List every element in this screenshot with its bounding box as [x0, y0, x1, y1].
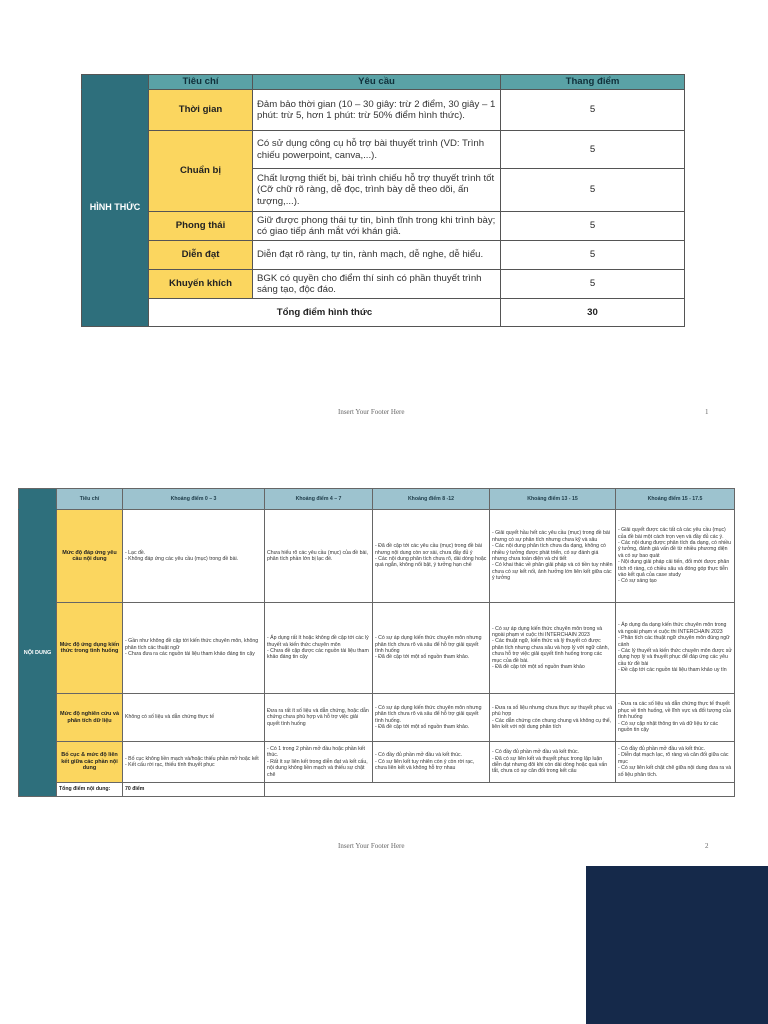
header-score: Thang điểm	[501, 75, 685, 90]
form-criteria-table-wrap	[81, 74, 684, 327]
score-cell: 5	[501, 90, 685, 131]
criterion-cell: Mức độ ứng dụng kiến thức trong tình huống	[57, 603, 123, 694]
header-range-13-15: Khoảng điểm 13 - 15	[490, 489, 616, 510]
page-footer-1: Insert Your Footer Here	[338, 408, 405, 416]
page-number-1: 1	[705, 408, 709, 416]
header-blank	[82, 75, 149, 90]
range-cell: - Gần như không đề cập tới kiến thức chuyên môn, không phân tích các thuật ngữ - Chưa đưa ra các nguồn tài liệu tham khảo đáng tin cậy	[123, 603, 265, 694]
requirement-cell: Giữ được phong thái tự tin, bình tĩnh trong khi trình bày; có giao tiếp ánh mắt với khán giả.	[253, 212, 501, 241]
range-cell: - Giải quyết được các tất cả các yêu cầu (mục) của đề bài một cách trọn vẹn và đầy đủ các ý. - Các nội dung được phân tích đa dạng, có nhiều ý tưởng, đánh giá vấn đề từ nhiều phương diện và có sự bao quát - Nội dung giải pháp cải tiến, đổi mới được phân tích rõ ràng, có chiều sâu và đóng góp thực tiễn vào kết quả của case study - Có sự sáng tạo	[616, 510, 735, 603]
requirement-cell: Chất lượng thiết bị, bài trình chiếu hỗ trợ thuyết trình tốt (Cỡ chữ rõ ràng, dễ đọc, trình bày dễ theo dõi, ấn tượng,...).	[253, 169, 501, 212]
score-cell: 5	[501, 169, 685, 212]
total-label: Tổng điểm nội dung:	[57, 783, 123, 797]
criterion-cell: Mức độ nghiên cứu và phân tích dữ liệu	[57, 694, 123, 742]
requirement-cell: Có sử dụng công cụ hỗ trợ bài thuyết trình (VD: Trình chiếu powerpoint, canva,...).	[253, 131, 501, 169]
range-cell: - Có đầy đủ phần mở đầu và kết thúc. - Đã có sự liên kết và thuyết phục trong lập luận diễn đạt nhưng đôi khi còn dài dòng hoặc quá vấn tắt, chưa có sự cân đối trong kết cấu	[490, 742, 616, 783]
range-cell: Chưa hiểu rõ các yêu cầu (mục) của đề bài, phân tích phần lớn bị lạc đề.	[265, 510, 373, 603]
criterion-cell: Bố cục & mức độ liên kết giữa các phần nội dung	[57, 742, 123, 783]
range-cell: Không có số liệu và dẫn chứng thực tế	[123, 694, 265, 742]
table-row	[19, 742, 735, 783]
requirement-cell: BGK có quyền cho điểm thí sinh có phần thuyết trình sáng tạo, độc đáo.	[253, 270, 501, 299]
page-footer-2: Insert Your Footer Here	[338, 842, 405, 850]
criterion-cell: Khuyến khích	[149, 270, 253, 299]
table-row	[19, 603, 735, 694]
range-cell: Đưa ra rất ít số liệu và dẫn chứng, hoặc dẫn chứng chưa phù hợp và hỗ trợ việc giải quyết tình huống	[265, 694, 373, 742]
total-score: 30	[501, 299, 685, 327]
range-cell: - Bố cục không liền mạch và/hoặc thiếu phần mở hoặc kết - Kết cấu rời rạc, thiếu tính thuyết phục	[123, 742, 265, 783]
range-cell: - Đưa ra các số liệu và dẫn chứng thực tế thuyết phục về tình huống, về lĩnh vực và đối tượng của tình huống - Có sự cập nhật thông tin và dữ liệu từ các nguồn tin cậy	[616, 694, 735, 742]
score-cell: 5	[501, 212, 685, 241]
page-number-2: 2	[705, 842, 709, 850]
total-value: 70 điểm	[123, 783, 265, 797]
score-cell: 5	[501, 270, 685, 299]
header-criterion: Tiêu chí	[149, 75, 253, 90]
table-header-row	[19, 489, 735, 510]
table-row	[82, 241, 685, 270]
total-row	[82, 299, 685, 327]
header-blank	[19, 489, 57, 510]
requirement-cell: Đảm bảo thời gian (10 – 30 giây: trừ 2 điểm, 30 giây – 1 phút: trừ 5, hơn 1 phút: trừ 50% điểm hình thức).	[253, 90, 501, 131]
range-cell: - Có sự áp dụng kiến thức chuyên môn nhưng phân tích chưa rõ và sâu để hỗ trợ giải quyết tình huống. - Đã đề cập tới một số nguồn tham khảo.	[373, 694, 490, 742]
header-range-4-7: Khoảng điểm 4 – 7	[265, 489, 373, 510]
range-cell: - Áp dụng rất ít hoặc không đề cập tới các lý thuyết và kiến thức chuyên môn - Chưa đề cập được các nguồn tài liệu tham khảo đáng tin cậy	[265, 603, 373, 694]
table-header-row	[82, 75, 685, 90]
total-label: Tổng điểm hình thức	[149, 299, 501, 327]
range-cell: - Có sự áp dụng kiến thức chuyên môn trong và ngoài phạm vi cuộc thi INTERCHAIN 2023 - Các thuật ngữ, kiến thức và lý thuyết có được phân tích nhưng chưa sâu và hợp lý với ngữ cảnh, chưa hỗ trợ việc giải quyết tình huống trong các mục của đề bài. - Đã đề cập tới một số nguồn tham khảo	[490, 603, 616, 694]
table-row	[19, 510, 735, 603]
total-row	[19, 783, 735, 797]
score-cell: 5	[501, 241, 685, 270]
section-label: NỘI DUNG	[19, 510, 57, 797]
section-label: HÌNH THỨC	[82, 90, 149, 327]
range-cell: - Có đầy đủ phần mở đầu và kết thúc. - Có sự liên kết tuy nhiên còn ý còn rời rạc, chưa liên kết và không hỗ trợ nhau	[373, 742, 490, 783]
table-row	[82, 131, 685, 169]
score-cell: 5	[501, 131, 685, 169]
range-cell: - Có sự áp dụng kiến thức chuyên môn nhưng phân tích chưa rõ và sâu để hỗ trợ giải quyết tình huống - Đã đề cập tới một số nguồn tham khảo.	[373, 603, 490, 694]
content-criteria-table-wrap	[18, 488, 734, 797]
requirement-cell: Diễn đạt rõ ràng, tự tin, rành mạch, dễ nghe, dễ hiểu.	[253, 241, 501, 270]
criterion-cell: Thời gian	[149, 90, 253, 131]
header-range-8-12: Khoảng điểm 8 -12	[373, 489, 490, 510]
range-cell: - Đưa ra số liệu nhưng chưa thực sự thuyết phục và phù hợp - Các dẫn chứng còn chung chung và không cụ thể, liên kết với nội dung phân tích	[490, 694, 616, 742]
form-criteria-table	[81, 74, 685, 327]
table-row	[82, 90, 685, 131]
header-requirement: Yêu cầu	[253, 75, 501, 90]
table-row	[82, 270, 685, 299]
criterion-cell: Mức độ đáp ứng yêu cầu nội dung	[57, 510, 123, 603]
range-cell: - Đã đề cập tới các yêu cầu (mục) trong đề bài nhưng nội dung còn sơ sài, chưa đầy đủ ý - Các nội dung phân tích chưa rõ, dài dòng hoặc quá ngắn, không nổi bật, ý tưởng hạn chế	[373, 510, 490, 603]
header-range-15-17: Khoảng điểm 15 - 17.5	[616, 489, 735, 510]
range-cell: - Lạc đề. - Không đáp ứng các yêu cầu (mục) trong đề bài.	[123, 510, 265, 603]
criterion-cell: Chuẩn bị	[149, 131, 253, 212]
range-cell: - Giải quyết hầu hết các yêu cầu (mục) trong đề bài nhưng có sự phân tích nhưng chưa kỹ và sâu - Các nội dung phân tích chưa đa dạng, không có nhiều ý tưởng được phát triển, có sự đánh giá nhưng chưa toàn diện và chi tiết - Có khai thác về phân giải pháp và có tiền tuy nhiên chưa có sự kết nối, ảnh hưởng lớn liên kết giữa các ý tưởng	[490, 510, 616, 603]
header-criterion: Tiêu chí	[57, 489, 123, 510]
header-range-0-3: Khoảng điểm 0 – 3	[123, 489, 265, 510]
range-cell: - Có 1 trong 2 phần mở đầu hoặc phần kết thúc. - Rất ít sự liên kết trong diễn đạt và kết cấu, nội dung không liền mạch và thiếu sự chặt chẽ	[265, 742, 373, 783]
total-empty	[265, 783, 735, 797]
range-cell: - Áp dụng đa dạng kiến thức chuyên môn trong và ngoài phạm vi cuộc thi INTERCHAIN 2023 - Phân tích các thuật ngữ chuyên môn đúng ngữ cảnh - Các lý thuyết và kiến thức chuyên môn được sử dụng hợp lý và thuyết phục để đáp ứng các yêu cầu từ đề bài - Đề cập tới các nguồn tài liệu tham khảo uy tín	[616, 603, 735, 694]
criterion-cell: Phong thái	[149, 212, 253, 241]
table-row	[19, 694, 735, 742]
decorative-navy-block	[586, 866, 768, 1024]
range-cell: - Có đầy đủ phần mở đầu và kết thúc. - Diễn đạt mạch lạc, rõ ràng và cân đối giữa các mục - Có sự liên kết chặt chẽ giữa nội dung đưa ra và số liệu phân tích.	[616, 742, 735, 783]
content-criteria-table	[18, 488, 735, 797]
criterion-cell: Diễn đạt	[149, 241, 253, 270]
table-row	[82, 212, 685, 241]
